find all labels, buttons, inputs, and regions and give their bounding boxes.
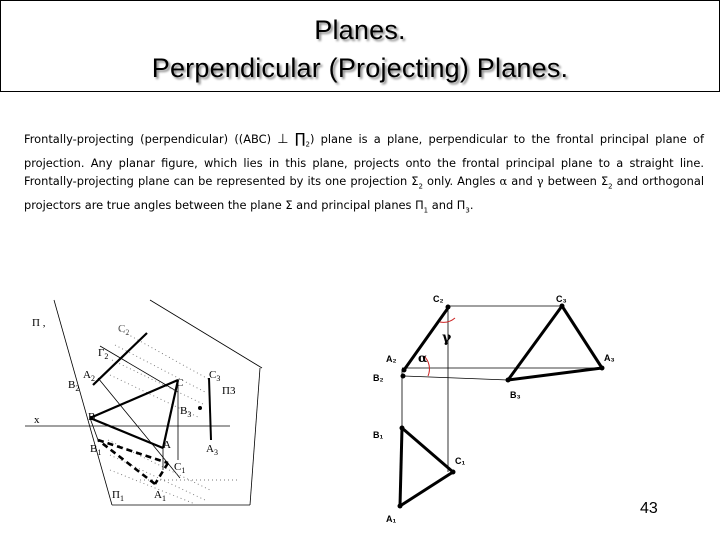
label-a: A (163, 439, 171, 451)
label-c: C (176, 377, 184, 389)
label-a1-epure: A₁ (386, 514, 397, 524)
label-c2-epure: C₂ (433, 294, 444, 304)
label-alpha: α (418, 351, 428, 365)
label-pi3: П3 (222, 385, 236, 397)
label-a2-epure: A₂ (386, 354, 397, 364)
label-c3-epure: C₃ (556, 294, 567, 304)
label-a3-epure: A₃ (604, 353, 615, 363)
label-gamma2: $\Gamma_2$ (98, 347, 109, 361)
label-x: x (34, 414, 40, 426)
pi-symbol: ∏ (294, 131, 306, 147)
page-number: 43 (640, 500, 658, 517)
label-a1: $A_1$ (154, 489, 166, 503)
label-pi1: $П_1$ (112, 489, 124, 503)
label-b1: $B_1$ (90, 443, 102, 457)
slide-title-line-2: Perpendicular (Projecting) Planes. (151, 53, 569, 83)
epure-thick-lines (400, 306, 602, 506)
label-b3-epure: B₃ (510, 390, 521, 400)
label-b1-epure: B₁ (373, 430, 384, 440)
label-gamma: γ (442, 330, 452, 346)
body-paragraph: Frontally-projecting (perpendicular) ((ABC) ⊥ $\prod_2$) plane is a plane, perpendicular to the frontal principal plane of projection. Any planar figure, which lies in this plane, projects onto the frontal principal plane to a straight line. Frontally-projecting plane can be represented by its one projection $\Sigma_2$ only. Angles α and γ between $\Sigma_2$ and orthogonal projectors are true angles between the plane Σ and principal planes $\Pi_1$ and $\Pi_3$. (24, 131, 705, 215)
label-pi2: Π , (32, 317, 46, 329)
label-a2: $A_2$ (83, 369, 95, 383)
perp-symbol: ⊥ (277, 132, 289, 147)
label-c1-epure: C₁ (455, 456, 466, 466)
label-c3: $C_3$ (209, 369, 221, 383)
label-c2: $C_2$ (118, 323, 130, 337)
label-b: B (88, 411, 96, 423)
label-b3: $B_3$ (180, 405, 192, 419)
label-a3: $A_3$ (206, 443, 218, 457)
label-b2-epure: B₂ (373, 373, 384, 383)
slide-title-line-1: Planes. (314, 15, 406, 45)
label-b2: $B_2$ (68, 379, 80, 393)
label-c1: $C_1$ (174, 461, 186, 475)
